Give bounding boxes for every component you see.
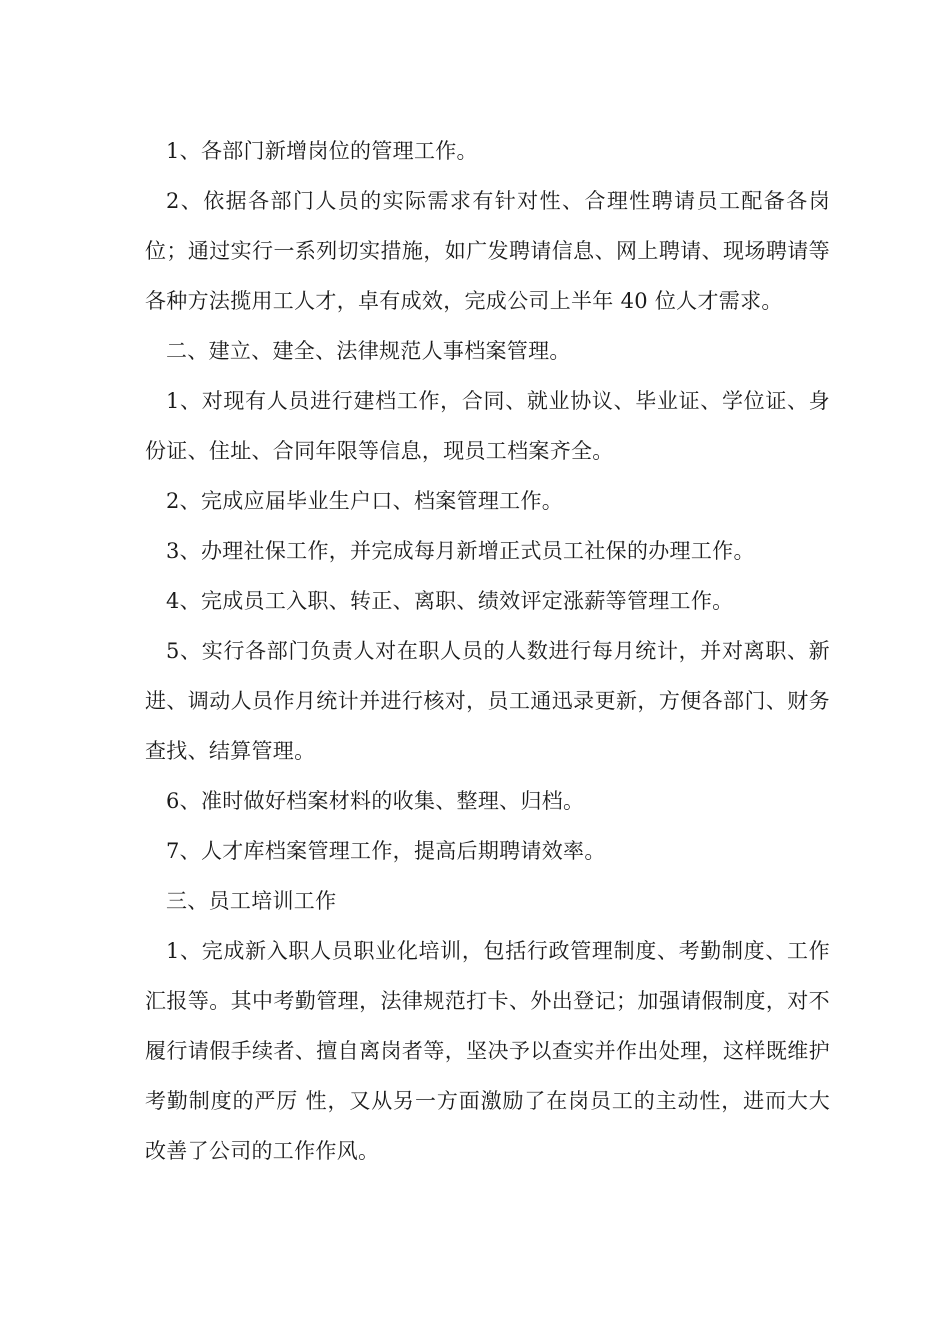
paragraph-5: 3、办理社保工作，并完成每月新增正式员工社保的办理工作。 [166,539,755,563]
section-heading-3: 三、员工培训工作 [166,889,337,913]
paragraph-9: 7、人才库档案管理工作，提高后期聘请效率。 [166,839,606,863]
paragraph-1: 1、各部门新增岗位的管理工作。 [166,139,478,163]
section-heading-2: 二、建立、建全、法律规范人事档案管理。 [166,339,571,363]
paragraph-6: 4、完成员工入职、转正、离职、绩效评定涨薪等管理工作。 [166,589,734,613]
paragraph-4: 2、完成应届毕业生户口、档案管理工作。 [166,489,564,513]
paragraph-7: 5、实行各部门负责人对在职人员的人数进行每月统计，并对离职、新进、调动人员作月统计并进行核对，员工通迅录更新，方便各部门、财务查找、结算管理。 [145,639,830,763]
paragraph-3: 1、对现有人员进行建档工作，合同、就业协议、毕业证、学位证、身份证、住址、合同年限等信息，现员工档案齐全。 [145,389,830,463]
paragraph-2: 2、依据各部门人员的实际需求有针对性、合理性聘请员工配备各岗位；通过实行一系列切实措施，如广发聘请信息、网上聘请、现场聘请等各种方法揽用工人才，卓有成效，完成公司上半年 40 位人才需求。 [145,189,830,313]
document-body [145,126,830,1176]
paragraph-8: 6、准时做好档案材料的收集、整理、归档。 [166,789,585,813]
paragraph-10: 1、完成新入职人员职业化培训，包括行政管理制度、考勤制度、工作汇报等。其中考勤管理，法律规范打卡、外出登记；加强请假制度，对不履行请假手续者、擅自离岗者等，坚决予以查实并作出处理，这样既维护考勤制度的严厉 性，又从另一方面激励了在岗员工的主动性，进而大大改善了公司的工作作风。 [145,939,830,1163]
